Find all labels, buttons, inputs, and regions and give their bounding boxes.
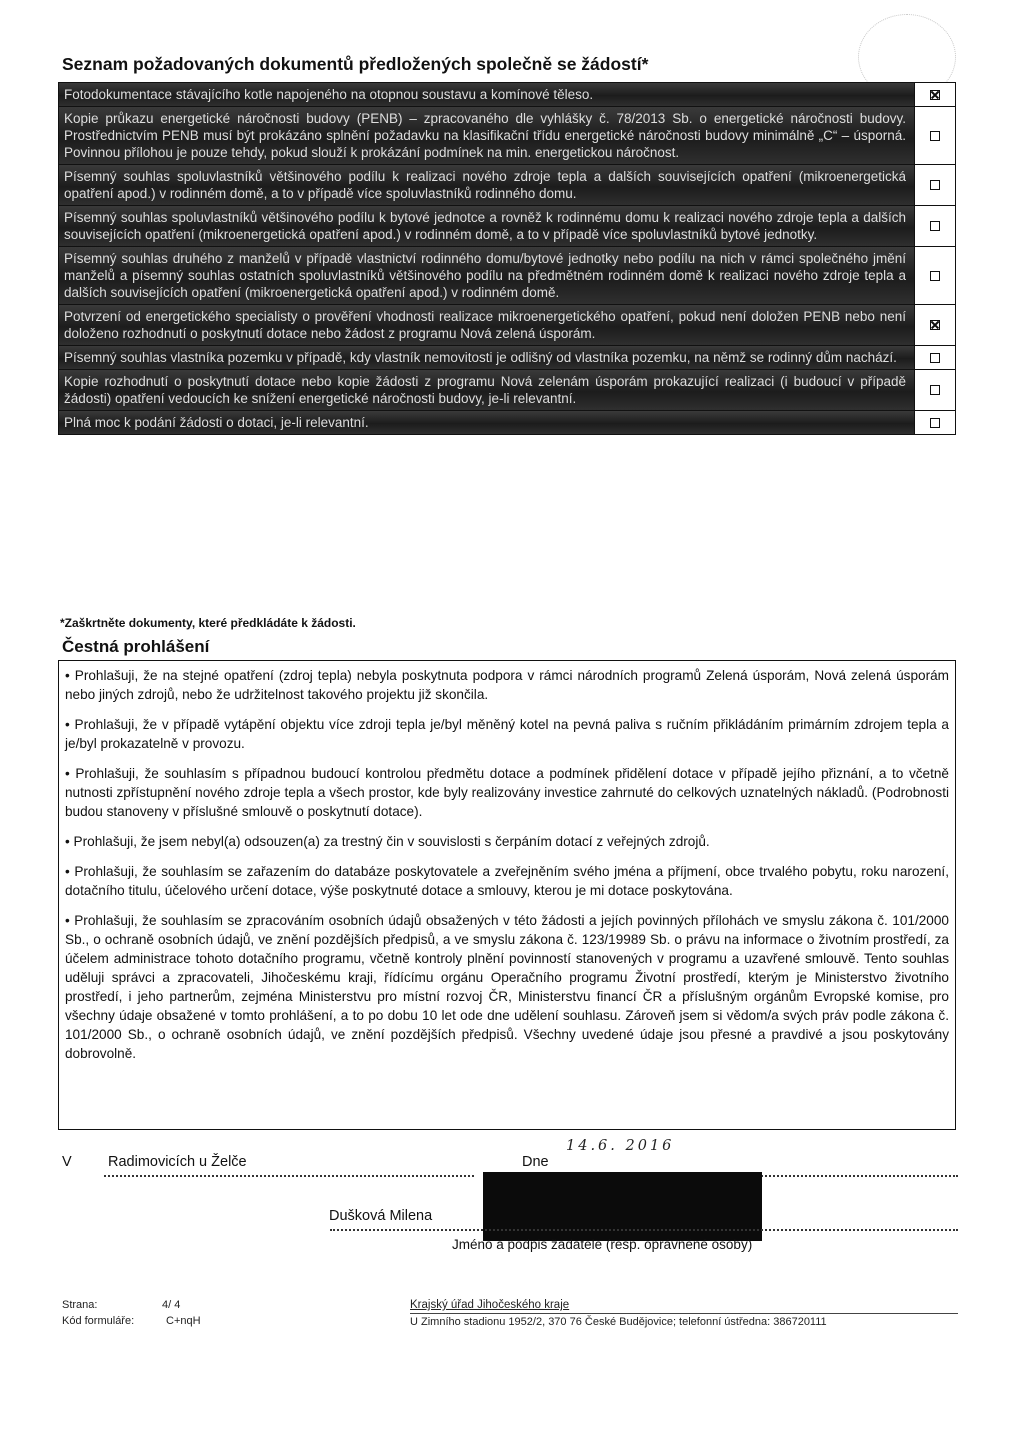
place-value[interactable]: Radimovicích u Želče — [108, 1154, 247, 1170]
document-row-text: Plná moc k podání žádosti o dotaci, je-li relevantní. — [59, 411, 914, 434]
applicant-name: Dušková Milena — [329, 1208, 433, 1224]
document-row-text: Kopie průkazu energetické náročnosti budovy (PENB) – zpracovaného dle vyhlášky č. 78/2013 Sb. o energetické náročnosti budovy. Prostřednictvím PENB musí být prokázáno splnění požadavku na klasifikační třídu energetické náročnosti budovy minimálně „C“ – úsporná. Povinnou přílohou je pouze tehdy, pokud slouží k prokázání podmínek na min. energetickou náročnost. — [59, 107, 914, 164]
document-row — [59, 411, 955, 434]
document-row-text: Kopie rozhodnutí o poskytnutí dotace nebo kopie žádosti z programu Nová zelenám úsporám prokazující realizaci (i budoucí v případě žádosti) opatření vedoucích ke snížení energetické náročnosti budovy, je-li relevantní. — [59, 370, 914, 410]
footer-rule — [410, 1313, 958, 1314]
document-row — [59, 83, 955, 107]
checkbox-unchecked[interactable] — [930, 271, 940, 281]
checkbox-checked[interactable] — [930, 320, 940, 330]
declaration-item: • Prohlašuji, že jsem nebyl(a) odsouzen(a) za trestný čin v souvislosti s čerpáním dotací z veřejných zdrojů. — [65, 834, 710, 849]
document-row-text: Písemný souhlas vlastníka pozemku v případě, kdy vlastník nemovitosti je odlišný od vlastníka pozemku, na němž se rodinný dům nachází. — [59, 346, 914, 369]
document-checkbox-cell — [914, 370, 955, 410]
place-label: V — [62, 1154, 72, 1170]
document-checkbox-cell — [914, 305, 955, 345]
document-row-text: Písemný souhlas spoluvlastníků většinového podílu k bytové jednotce a rovněž k rodinnému domu k realizaci nového zdroje tepla a dalších souvisejících opatření (mikroenergetická opatření apod.) v rodinném domě, a to v případě více spoluvlastníků bytové jednotky. — [59, 206, 914, 246]
form-value: C+nqH — [166, 1315, 201, 1327]
checkbox-unchecked[interactable] — [930, 221, 940, 231]
office-address: U Zimního stadionu 1952/2, 370 76 České Budějovice; telefonní ústředna: 386720111 — [410, 1316, 827, 1328]
documents-footnote: *Zaškrtněte dokumenty, které předkládáte k žádosti. — [60, 616, 356, 630]
document-row — [59, 165, 955, 206]
document-row — [59, 346, 955, 370]
document-checkbox-cell — [914, 247, 955, 304]
form-label: Kód formuláře: — [62, 1315, 135, 1327]
checkbox-unchecked[interactable] — [930, 418, 940, 428]
checkbox-unchecked[interactable] — [930, 131, 940, 141]
checkbox-unchecked[interactable] — [930, 180, 940, 190]
office-name: Krajský úřad Jihočeského kraje — [410, 1299, 570, 1311]
declaration-item: • Prohlašuji, že souhlasím se zpracováním osobních údajů obsažených v této žádosti a jejích povinných přílohách ve smyslu zákona č. 101/2000 Sb., o ochraně osobních údajů, ve znění pozdějších předpisů, a ve smyslu zákona č. 123/19989 Sb. o právu na informace o životním prostředí, za účelem administrace tohoto dotačního programu, včetně kontroly plnění povinností stanovených v programu a uzavřené smlouvě. Tento souhlas uděluji správci a zpracovateli, Jihočeskému kraji, řídícímu orgánu Operačního programu Životní prostředí, kterým je Ministerstvo životního prostředí, i jeho partnerům, zejména Ministerstvu pro místní rozvoj ČR, Ministerstvu financí ČR a příslušným orgánům Evropské komise, pro všechny údaje obsažené v tomto prohlášení, a to po dobu 10 let ode dne udělení souhlasu. Zároveň jsem si vědom/a svých práv podle zákona č. 101/2000 Sb., o ochraně osobních údajů, ve znění pozdějších předpisů. Všechny uvedené údaje jsou přesné a pravdivé a jsou poskytovány dobrovolně. — [65, 913, 949, 1061]
document-row-text: Fotodokumentace stávajícího kotle napojeného na otopnou soustavu a komínové těleso. — [59, 83, 914, 106]
declaration-item: • Prohlašuji, že souhlasím se zařazením do databáze poskytovatele a zveřejněním svého jména a příjmení, obce trvalého pobytu, roku narození, dotačního titulu, účelového určení dotace, výše poskytnuté dotace a smlouvy, kterou je mi dotace poskytována. — [65, 864, 949, 898]
declaration-item: • Prohlašuji, že na stejné opatření (zdroj tepla) nebyla poskytnuta podpora v rámci národních programů Zelená úsporám, Nová zelená úsporám nebo jiných zdrojů, nebo že udržitelnost takového projektu již skončila. — [65, 668, 949, 702]
declarations-title: Čestná prohlášení — [62, 637, 210, 656]
document-row — [59, 305, 955, 346]
document-checkbox-cell — [914, 83, 955, 106]
document-checkbox-cell — [914, 346, 955, 369]
checkbox-unchecked[interactable] — [930, 385, 940, 395]
documents-title: Seznam požadovaných dokumentů předložených společně se žádostí* — [62, 54, 649, 74]
page-label: Strana: — [62, 1299, 98, 1311]
document-row — [59, 206, 955, 247]
document-row — [59, 247, 955, 305]
document-checkbox-cell — [914, 165, 955, 205]
page-value: 4/ 4 — [162, 1299, 181, 1311]
declaration-item: • Prohlašuji, že v případě vytápění objektu více zdroji tepla je/byl měněný kotel na pevná paliva s ručním přikládáním primárním zdrojem tepla a je/byl prokazatelně v provozu. — [65, 717, 949, 751]
document-checkbox-cell — [914, 411, 955, 434]
place-dotted-line — [104, 1175, 474, 1177]
document-row-text: Písemný souhlas druhého z manželů v případě vlastnictví rodinného domu/bytové jednotky nebo podílu na nich v rámci společného jmění manželů a písemný souhlas ostatních spoluvlastníků většinového podílu na předmětném rodinném domě k realizaci nového zdroje tepla a dalších souvisejících opatření (mikroenergetická opatření apod.) v rodinném domě. — [59, 247, 914, 304]
date-label: Dne — [522, 1154, 549, 1170]
document-checkbox-cell — [914, 206, 955, 246]
signature-dotted-line — [330, 1229, 958, 1231]
signature-caption: Jméno a podpis žadatele (resp. oprávněné osoby) — [452, 1237, 753, 1252]
document-row — [59, 370, 955, 411]
document-row — [59, 107, 955, 165]
document-row-text: Písemný souhlas spoluvlastníků většinového podílu k realizaci nového zdroje tepla a dalších souvisejících opatření (mikroenergetická opatření apod.) v rodinném domě, a to v případě více spoluvlastníků rodinného domu. — [59, 165, 914, 205]
documents-table — [58, 82, 956, 435]
date-handwritten[interactable]: 14.6. 2016 — [566, 1138, 675, 1154]
document-checkbox-cell — [914, 107, 955, 164]
document-row-text: Potvrzení od energetického specialisty o prověření vhodnosti realizace mikroenergetického opatření, pokud není doložen PENB nebo není doloženo rozhodnutí o poskytnutí dotace nebo žádost z programu Nová zelená úsporám. — [59, 305, 914, 345]
checkbox-unchecked[interactable] — [930, 353, 940, 363]
declaration-item: • Prohlašuji, že souhlasím s případnou budoucí kontrolou předmětu dotace a podmínek přidělení dotace v případě jejího přiznání, a to včetně nutnosti zpřístupnění nového zdroje tepla a všech prostor, kde byly realizovány investice zahrnuté do celkových uznatelných nákladů. (Podrobnosti budou stanoveny v příslušné smlouvě o poskytnutí dotace). — [65, 766, 949, 819]
checkbox-checked[interactable] — [930, 90, 940, 100]
declarations-box — [58, 660, 956, 1130]
